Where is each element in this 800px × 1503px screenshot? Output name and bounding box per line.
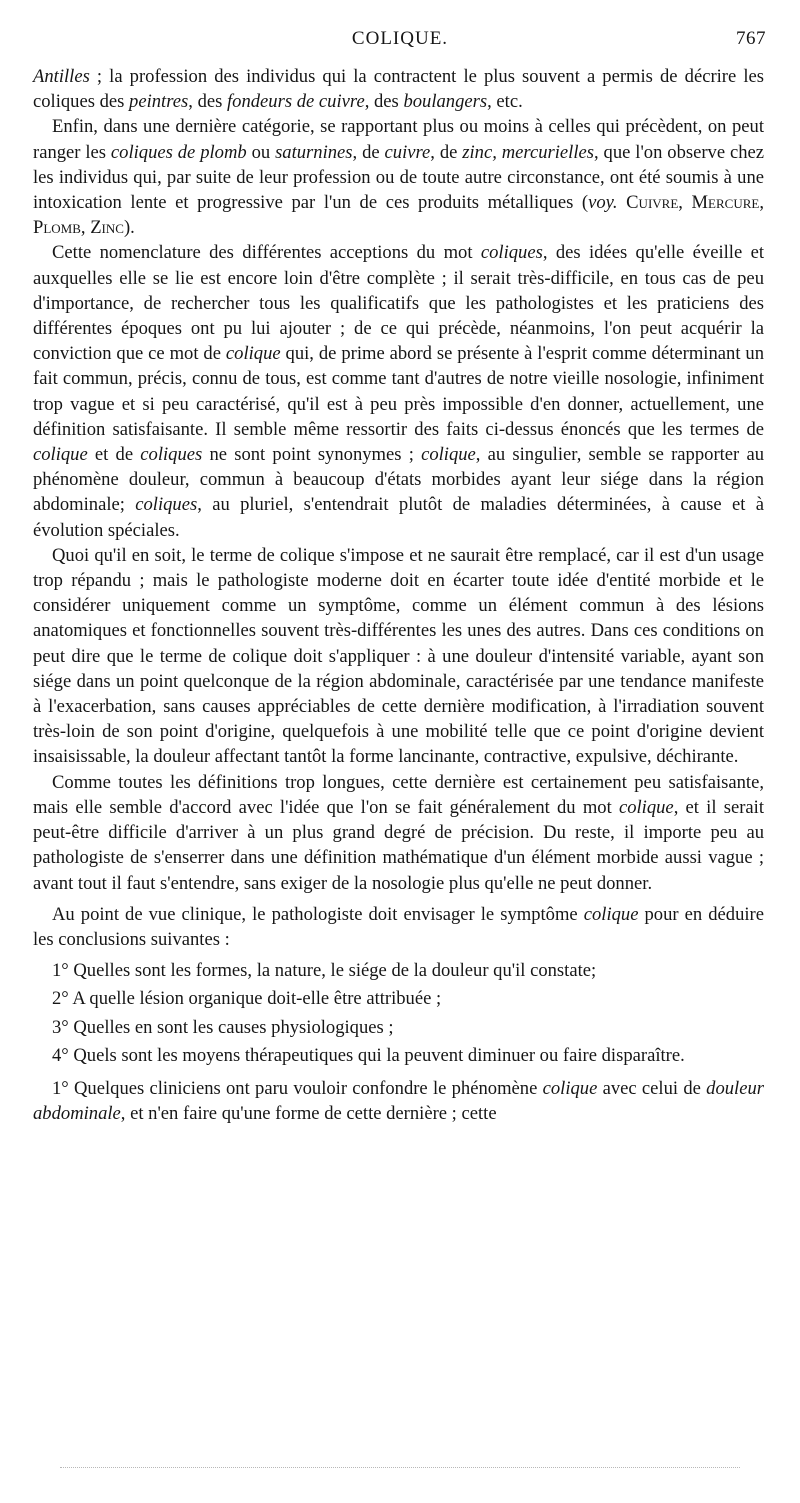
italic-term: colique bbox=[33, 444, 88, 466]
italic-term: zinc, mercurielles bbox=[462, 141, 595, 163]
paragraph-3 bbox=[33, 240, 764, 542]
text-run: , etc. bbox=[487, 91, 523, 113]
italic-term: colique bbox=[421, 444, 476, 466]
list-item: 3° Quelles en sont les causes physiologiques ; bbox=[52, 1016, 394, 1038]
footer-dotted-rule bbox=[60, 1467, 740, 1468]
running-head bbox=[34, 28, 766, 54]
paragraph-4: Quoi qu'il en soit, le terme de colique s'impose et ne saurait être remplacé, car il est d'un usage trop répandu ; mais le pathologiste moderne doit en écarter toute idée d'entité morbide et le considérer uniquement comme un symptôme, comme un élément commun à des lésions anatomiques et fonctionnelles souvent très-différentes les unes des autres. Dans ces conditions on peut dire que le terme de colique doit s'appliquer : à une douleur d'intensité variable, ayant son siége dans un point quelconque de la région abdominale, caractérisée par une tendance manifeste à l'exacerbation, sans causes appréciables de cette dernière modification, à l'irradiation souvent très-loin de son point d'origine, quelquefois à une mobilité telle que ce point d'origine devient insaisissable, la douleur affectant tantôt la forme lancinante, contractive, expulsive, déchirante. bbox=[33, 544, 764, 768]
text-run: 1° Quelques cliniciens ont paru vouloir confondre le phénomène bbox=[52, 1077, 543, 1099]
list-item: 4° Quels sont les moyens thérapeutiques qui la peuvent diminuer ou faire disparaître. bbox=[52, 1044, 685, 1066]
italic-term: coliques de plomb bbox=[110, 141, 247, 163]
italic-term: Antilles bbox=[33, 66, 90, 87]
text-run: ou bbox=[246, 141, 276, 163]
text-run: , et n'en faire qu'une forme de cette dernière ; cette bbox=[120, 1103, 497, 1125]
text-run: ; la profession des individus qui la contractent le plus souvent a permis de décrire les coliques des bbox=[33, 66, 764, 113]
page-number: 767 bbox=[736, 28, 766, 49]
text-run: ne sont point synonymes ; bbox=[202, 444, 422, 466]
italic-term: colique bbox=[542, 1077, 598, 1099]
italic-term: coliques bbox=[480, 242, 543, 264]
text-run: , et il serait peut-être difficile d'arriver à un plus grand degré de précision. Du reste, il importe peu au pathologiste de s'enserrer dans une définition mathématique d'un élément morbide aussi vague ; avant tout il faut s'entendre, sans exiger de la nosologie plus qu'elle ne peut donner. bbox=[33, 796, 764, 894]
cross-reference: Cuivre, Mercure, Plomb, Zinc bbox=[33, 192, 764, 239]
running-title: COLIQUE. bbox=[351, 28, 449, 49]
paragraph-7 bbox=[33, 1076, 764, 1126]
list-item: 2° A quelle lésion organique doit-elle être attribuée ; bbox=[52, 988, 442, 1010]
paragraph-5 bbox=[33, 770, 764, 896]
text-run: Comme toutes les définitions trop longues, cette dernière est certainement peu satisfaisante, mais elle semble d'accord avec l'idée que l'on se fait généralement du mot bbox=[33, 771, 764, 818]
italic-term: saturnines bbox=[275, 141, 353, 163]
italic-term: douleur abdominale bbox=[33, 1077, 764, 1125]
list-item: 1° Quelles sont les formes, la nature, le siége de la douleur qu'il constate; bbox=[52, 960, 597, 982]
italic-term: coliques bbox=[140, 444, 203, 466]
text-run: Au point de vue clinique, le pathologiste doit envisager le symptôme bbox=[52, 903, 584, 925]
italic-term: colique bbox=[583, 903, 639, 925]
italic-term: cuivre bbox=[384, 141, 431, 163]
text-run: , des bbox=[364, 91, 404, 113]
italic-term: fondeurs de cuivre bbox=[227, 91, 365, 113]
text-run: et de bbox=[87, 444, 141, 466]
text-run: pour en déduire les conclusions suivantes : bbox=[33, 903, 764, 950]
italic-term: colique bbox=[225, 343, 281, 365]
italic-term: coliques bbox=[135, 494, 198, 516]
paragraph-2 bbox=[33, 114, 764, 240]
text-run: Cette nomenclature des différentes acceptions du mot bbox=[52, 242, 481, 264]
italic-term: peintres bbox=[129, 91, 189, 113]
text-run: , de bbox=[352, 141, 385, 163]
text-run: avec celui de bbox=[597, 1077, 707, 1099]
italic-term: colique bbox=[618, 796, 674, 818]
text-run: , au singulier, semble se rapporter au phénomène douleur, commun à beaucoup d'états morbides ayant leur siége dans la région abdominale; bbox=[33, 444, 764, 516]
text-run: qui, de prime abord se présente à l'esprit comme déterminant un fait commun, précis, connu de tous, est comme tant d'autres de notre vieille nosologie, infiniment trop vague et si peu caractérisé, qu'il est à peu près impossible d'en donner, actuellement, une définition satisfaisante. Il semble même ressortir des faits ci-dessus énoncés que les termes de bbox=[33, 343, 764, 440]
text-run: , que l'on observe chez les individus qui, par suite de leur profession ou de toute autre circonstance, ont été soumis à une intoxication lente et progressive par l'un de ces produits métalliques ( bbox=[33, 141, 765, 214]
paragraph-1 bbox=[33, 64, 764, 114]
text-run: , de bbox=[430, 141, 463, 163]
italic-term: voy. bbox=[588, 192, 618, 214]
text-run: Enfin, dans une dernière catégorie, se rapportant plus ou moins à celles qui précèdent, on peut ranger les bbox=[33, 116, 764, 163]
body-text bbox=[33, 64, 764, 1126]
italic-term: boulangers bbox=[403, 91, 488, 113]
text-run: , des idées qu'elle éveille et auxquelles elle se lie est encore loin d'être complète ; il serait très-difficile, en tous cas de peu d'importance, de rechercher tous les qualificatifs que les pathologistes et les praticiens des différentes époques ont pu lui ajouter ; de ce qui précède, néanmoins, l'on peut acquérir la conviction que ce mot de bbox=[33, 242, 764, 365]
text-run bbox=[618, 192, 627, 213]
paragraph-6 bbox=[33, 902, 764, 952]
text-run: ). bbox=[123, 217, 135, 239]
text-run: , des bbox=[188, 91, 227, 113]
text-run: , au pluriel, s'entendrait plutôt de maladies déterminées, à cause et à évolution spéciales. bbox=[33, 494, 764, 541]
